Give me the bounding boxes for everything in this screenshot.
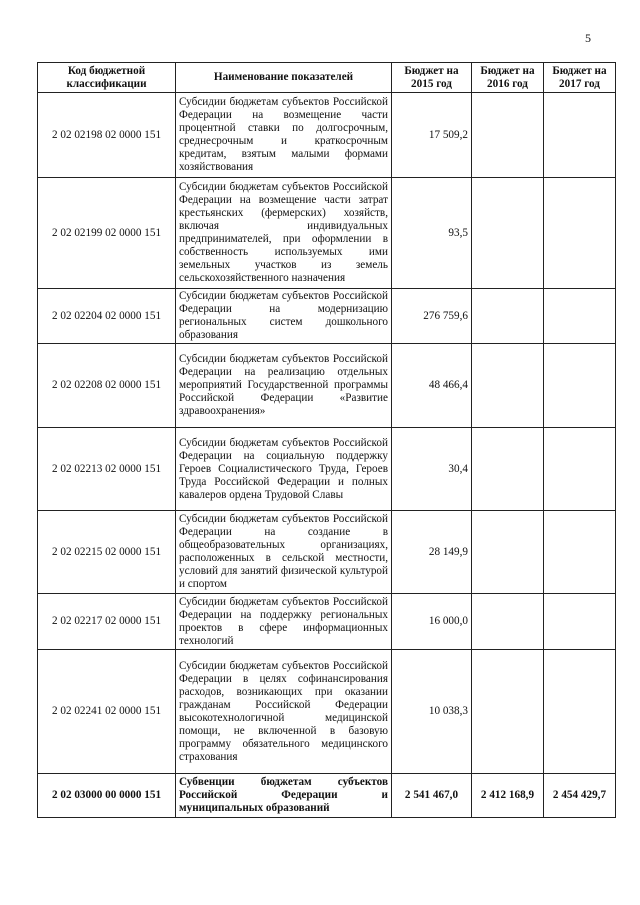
row-name: Субсидии бюджетам субъектов Российской Федерации на возмещение части процентной ставки по долгосрочным, среднесрочным и краткосрочным кредитам, взятым малыми формами хозяйствования — [176, 93, 392, 178]
row-budget-2016 — [472, 93, 544, 178]
row-budget-2017 — [544, 289, 616, 344]
budget-table — [37, 62, 616, 818]
row-code: 2 02 02241 02 0000 151 — [38, 650, 176, 774]
table-row — [38, 428, 616, 511]
row-name: Субсидии бюджетам субъектов Российской Федерации на реализацию отдельных мероприятий Государственной программы Российской Федерации «Развитие здравоохранения» — [176, 344, 392, 428]
row-budget-2016 — [472, 650, 544, 774]
header-name: Наименование показателей — [176, 63, 392, 93]
table-row — [38, 93, 616, 178]
row-budget-2015: 16 000,0 — [392, 594, 472, 650]
row-name: Субсидии бюджетам субъектов Российской Федерации на социальную поддержку Героев Социалистического Труда, Героев Труда Российской Федерации и полных кавалеров ордена Трудовой Славы — [176, 428, 392, 511]
row-budget-2017 — [544, 428, 616, 511]
row-code: 2 02 02199 02 0000 151 — [38, 178, 176, 289]
row-code: 2 02 03000 00 0000 151 — [38, 774, 176, 818]
header-budget-2017: Бюджет на 2017 год — [544, 63, 616, 93]
table-row — [38, 650, 616, 774]
row-budget-2015: 28 149,9 — [392, 511, 472, 594]
row-budget-2017 — [544, 511, 616, 594]
header-budget-2015: Бюджет на 2015 год — [392, 63, 472, 93]
row-budget-2016 — [472, 178, 544, 289]
row-name: Субсидии бюджетам субъектов Российской Федерации в целях софинансирования расходов, возникающих при оказании гражданам Российской Федерации высокотехнологичной медицинской помощи, не включенной в базовую программу обязательного медицинского страхования — [176, 650, 392, 774]
row-budget-2017 — [544, 344, 616, 428]
row-budget-2015: 17 509,2 — [392, 93, 472, 178]
row-code: 2 02 02213 02 0000 151 — [38, 428, 176, 511]
row-budget-2015: 10 038,3 — [392, 650, 472, 774]
row-budget-2016 — [472, 594, 544, 650]
table-row-total — [38, 774, 616, 818]
table-row — [38, 511, 616, 594]
row-name: Субсидии бюджетам субъектов Российской Федерации на возмещение части затрат крестьянских (фермерских) хозяйств, включая индивидуальных предпринимателей, при оформлении в собственность используемых ими земельных участков из земель сельскохозяйственного назначения — [176, 178, 392, 289]
row-budget-2017 — [544, 650, 616, 774]
row-budget-2015: 48 466,4 — [392, 344, 472, 428]
row-code: 2 02 02217 02 0000 151 — [38, 594, 176, 650]
row-code: 2 02 02198 02 0000 151 — [38, 93, 176, 178]
row-budget-2016 — [472, 289, 544, 344]
table-row — [38, 178, 616, 289]
table-row — [38, 594, 616, 650]
row-name: Субвенции бюджетам субъектов Российской Федерации и муниципальных образований — [176, 774, 392, 818]
row-code: 2 02 02204 02 0000 151 — [38, 289, 176, 344]
row-budget-2017: 2 454 429,7 — [544, 774, 616, 818]
row-name: Субсидии бюджетам субъектов Российской Федерации на создание в общеобразовательных организациях, расположенных в сельской местности, условий для занятий физической культурой и спортом — [176, 511, 392, 594]
row-code: 2 02 02208 02 0000 151 — [38, 344, 176, 428]
row-budget-2015: 30,4 — [392, 428, 472, 511]
header-budget-2016: Бюджет на 2016 год — [472, 63, 544, 93]
row-code: 2 02 02215 02 0000 151 — [38, 511, 176, 594]
row-budget-2016 — [472, 511, 544, 594]
row-name: Субсидии бюджетам субъектов Российской Федерации на модернизацию региональных систем дошкольного образования — [176, 289, 392, 344]
row-budget-2015: 93,5 — [392, 178, 472, 289]
table-row — [38, 344, 616, 428]
row-budget-2015: 2 541 467,0 — [392, 774, 472, 818]
row-budget-2015: 276 759,6 — [392, 289, 472, 344]
row-budget-2016: 2 412 168,9 — [472, 774, 544, 818]
row-budget-2017 — [544, 93, 616, 178]
row-budget-2016 — [472, 344, 544, 428]
row-budget-2017 — [544, 178, 616, 289]
table-row — [38, 289, 616, 344]
page-number: 5 — [585, 31, 591, 45]
row-budget-2016 — [472, 428, 544, 511]
row-budget-2017 — [544, 594, 616, 650]
table-header-row — [38, 63, 616, 93]
header-code: Код бюджетной классификации — [38, 63, 176, 93]
row-name: Субсидии бюджетам субъектов Российской Федерации на поддержку региональных проектов в сфере информационных технологий — [176, 594, 392, 650]
